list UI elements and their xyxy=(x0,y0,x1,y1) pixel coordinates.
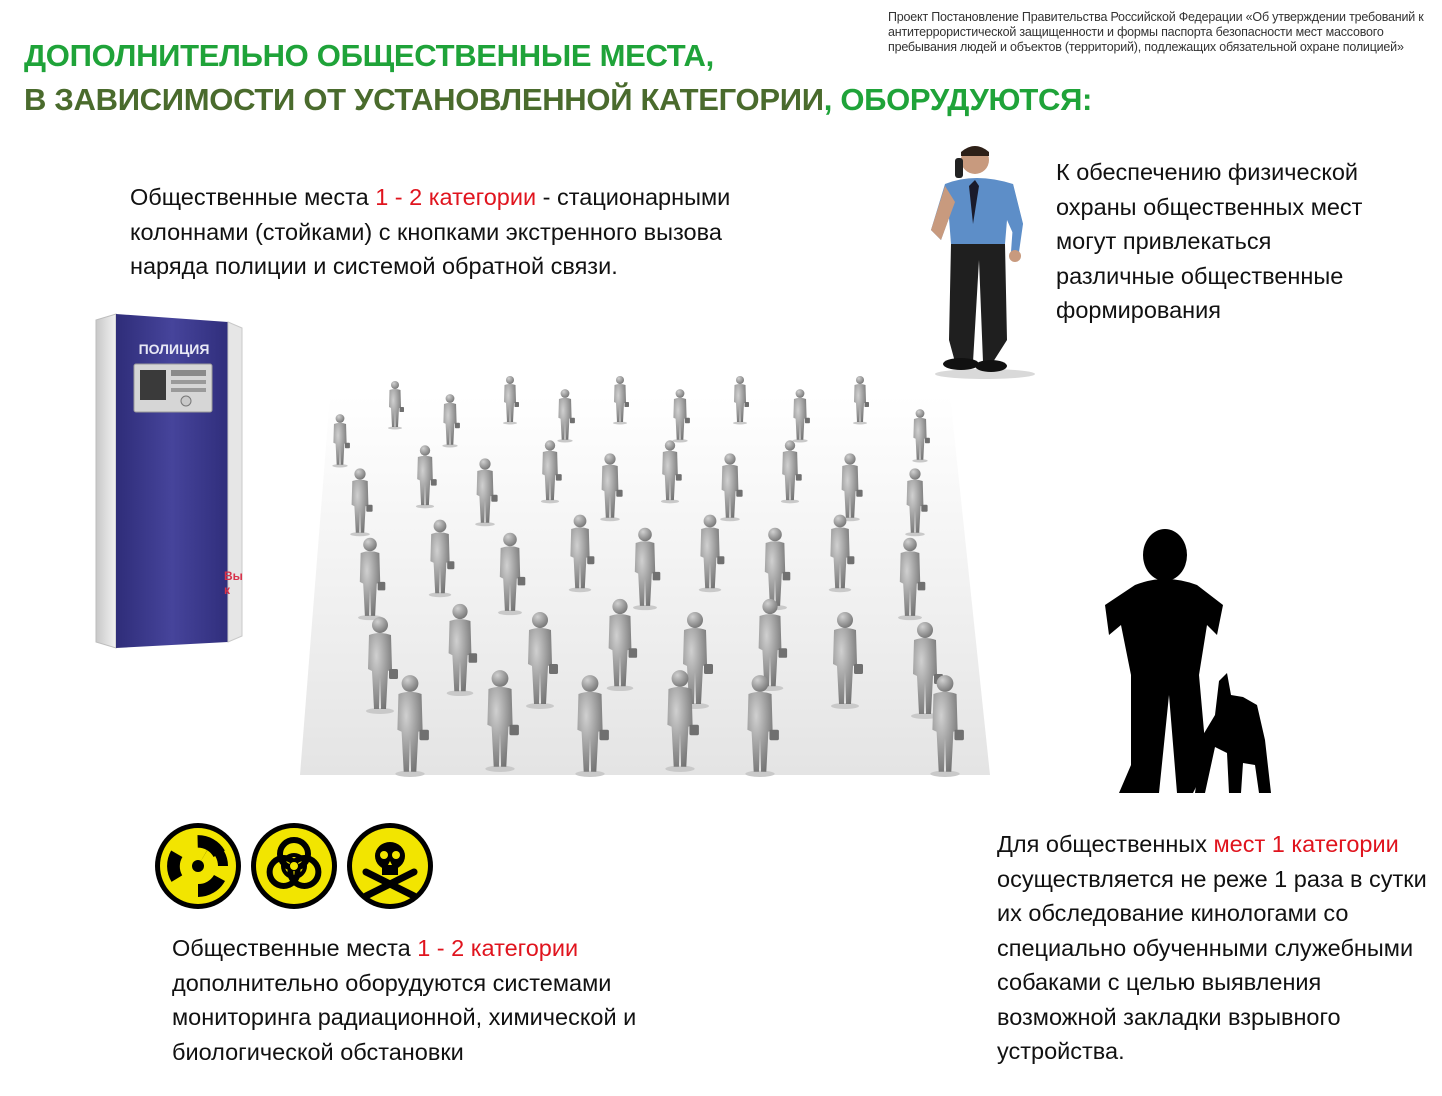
columns-paragraph xyxy=(130,180,770,284)
dogs-text-pre: Для общественных xyxy=(997,831,1214,857)
columns-text-post: - стационарными колоннами (стойками) с кнопками экстренного вызова наряда полиции и системой обратной связи. xyxy=(130,184,731,279)
guard-paragraph: К обеспечению физической охраны общественных мест могут привлекаться различные общественные формирования xyxy=(1056,159,1363,323)
crowd-illustration xyxy=(300,355,990,785)
dogs-paragraph xyxy=(997,827,1427,1069)
dog-handler-silhouette xyxy=(1095,525,1275,795)
monitoring-text-post: дополнительно оборудуются системами мониторинга радиационной, химической и биологической обстановки xyxy=(172,969,637,1065)
police-column-label: ПОЛИЦИЯ xyxy=(138,341,210,357)
title-line-1: ДОПОЛНИТЕЛЬНО ОБЩЕСТВЕННЫЕ МЕСТА, xyxy=(24,38,714,73)
dogs-category-highlight: мест 1 категории xyxy=(1213,831,1399,857)
document-reference-note: Проект Постановление Правительства Российской Федерации «Об утверждении требований к антитеррористической защищенности и формы паспорта безопасности мест массового пребывания людей и объектов (территорий), подлежащих обязательной охране полицией» xyxy=(888,10,1424,54)
dogs-text-post: осуществляется не реже 1 раза в сутки их обследование кинологами со специально обученными служебными собаками с целью выявления возможной закладки взрывного устройства. xyxy=(997,865,1427,1064)
radiation-icon xyxy=(153,821,243,911)
monitoring-text-pre: Общественные места xyxy=(172,935,418,961)
security-guard-image xyxy=(925,140,1045,380)
title-line-2-part-b: , ОБОРУДУЮТСЯ: xyxy=(823,82,1093,117)
title-line-2-part-a: В ЗАВИСИМОСТИ ОТ УСТАНОВЛЕННОЙ КАТЕГОРИИ xyxy=(24,82,824,117)
biohazard-icon xyxy=(249,821,339,911)
monitoring-paragraph xyxy=(172,931,652,1069)
police-emergency-column-image xyxy=(92,312,252,652)
monitoring-category-highlight: 1 - 2 категории xyxy=(417,935,579,961)
page-title xyxy=(24,34,1092,122)
skull-crossbones-icon xyxy=(345,821,435,911)
columns-text-pre: Общественные места xyxy=(130,184,376,210)
columns-category-highlight: 1 - 2 категории xyxy=(375,184,537,210)
column-side-lettering: Вы к xyxy=(224,569,243,597)
